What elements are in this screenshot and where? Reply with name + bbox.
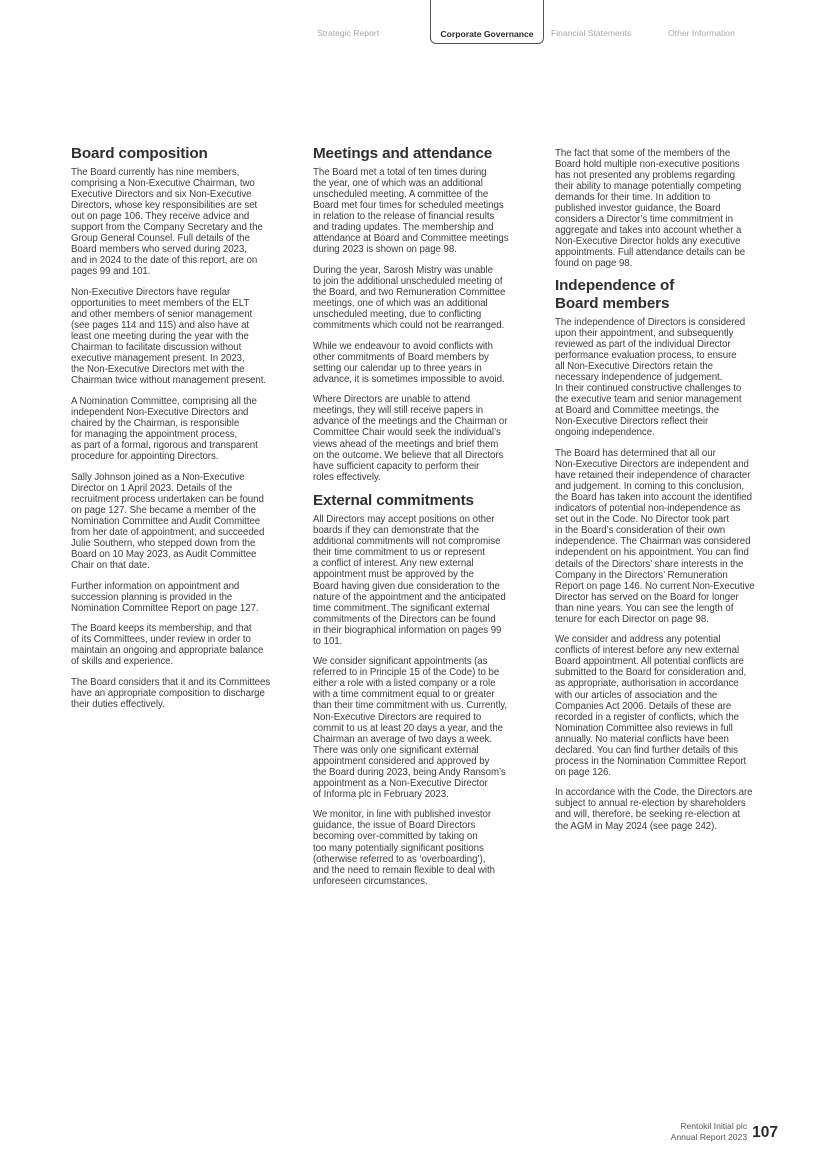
text-line: all Non-Executive Directors retain the <box>555 361 714 373</box>
text-line: time commitment. The significant external <box>313 602 490 614</box>
text-line: succession planning is provided in the <box>71 591 233 603</box>
paragraph <box>71 167 293 277</box>
text-line: performance evaluation process, to ensure <box>555 350 737 362</box>
text-line: submitted to the Board for consideration and, <box>555 667 747 679</box>
text-line: Board hold multiple non-executive positions <box>555 159 740 171</box>
text-line: The independence of Directors is considered <box>555 317 746 329</box>
text-line: There was only one significant external <box>313 744 479 756</box>
paragraph <box>555 787 777 831</box>
text-line: and trading updates. The membership and <box>313 222 494 234</box>
text-line: commitments which could not be rearranged. <box>313 320 505 332</box>
text-line: Directors, whose key responsibilities are set <box>71 200 258 212</box>
text-line: and will, therefore, be seeking re-election at <box>555 809 741 821</box>
text-line: Group General Counsel. Full details of the <box>71 233 250 245</box>
text-line: Chairman an average of two days a week. <box>313 733 492 745</box>
text-line: at Board and Committee meetings, the <box>555 405 720 417</box>
heading-board-composition: Board composition <box>71 145 208 162</box>
tab-corporate-governance[interactable]: Corporate Governance <box>430 0 544 44</box>
text-line: Nomination Committee and Audit Committee <box>71 515 261 527</box>
text-line: recorded in a register of conflicts, which the <box>555 711 740 723</box>
text-line: We consider significant appointments (as <box>313 656 488 668</box>
paragraph <box>71 287 293 386</box>
text-line: aggregate and takes into account whether a <box>555 225 742 237</box>
text-line: Non-Executive Directors are independent and <box>555 459 749 471</box>
text-line: Non-Executive Director holds any executive <box>555 236 741 248</box>
text-line: Board having given due consideration to the <box>313 580 500 592</box>
text-line: In their continued constructive challenges to <box>555 383 742 395</box>
text-line: Non-Executive Directors are required to <box>313 711 482 723</box>
text-line: has not presented any problems regarding <box>555 170 736 182</box>
text-line: Sally Johnson joined as a Non-Executive <box>71 471 245 483</box>
text-line: (otherwise referred to as ‘overboarding’), <box>313 853 486 865</box>
paragraph <box>313 341 535 385</box>
text-line: pages 99 and 101. <box>71 266 151 278</box>
text-line: Julie Southern, who stepped down from the <box>71 537 256 549</box>
text-line: independent Non-Executive Directors and <box>71 406 249 418</box>
text-line: as appropriate, authorisation in accordance <box>555 678 739 690</box>
text-line: procedure for appointing Directors. <box>71 451 219 463</box>
text-line: their duties effectively. <box>71 699 165 711</box>
text-line: The Board considers that it and its Committees <box>71 676 271 688</box>
text-line: Nomination Committee Report on page 127. <box>71 602 259 614</box>
text-line: subject to annual re-election by shareholders <box>555 798 746 810</box>
text-line: All Directors may accept positions on other <box>313 514 495 526</box>
text-line: We consider and address any potential <box>555 634 721 646</box>
paragraph <box>71 472 293 571</box>
report-name: Annual Report 2023 <box>670 1131 748 1142</box>
text-line: appointment considered and approved by <box>313 755 490 767</box>
text-line: The Board has determined that all our <box>555 448 716 460</box>
text-line: out on page 106. They receive advice and <box>71 211 250 223</box>
text-line: the AGM in May 2024 (see page 242). <box>555 820 717 832</box>
paragraph <box>555 148 777 270</box>
text-line: have sufficient capacity to perform their <box>313 460 480 472</box>
text-line: In accordance with the Code, the Directors are <box>555 787 753 799</box>
text-line: to join the additional unscheduled meeting of <box>313 275 503 287</box>
text-line: recruitment process undertaken can be found <box>71 493 264 505</box>
text-line: comprising a Non-Executive Chairman, two <box>71 178 255 190</box>
text-line: demands for their time. In addition to <box>555 192 711 204</box>
text-line: their time commitment to us or represent <box>313 547 485 559</box>
text-line: We monitor, in line with published investor <box>313 809 492 821</box>
text-line: the Board, and two Remuneration Committee <box>313 286 506 298</box>
text-line: in relation to the release of financial results <box>313 211 495 223</box>
text-line: tenure for each Director on page 98. <box>555 613 709 625</box>
text-line: appointment as a Non-Executive Director <box>313 777 488 789</box>
heading-line: Independence of <box>555 277 675 295</box>
text-line: for managing the appointment process, <box>71 429 238 441</box>
text-line: appointment must be approved by the <box>313 569 474 581</box>
text-line: on page 126. <box>555 766 611 778</box>
paragraph <box>313 809 535 886</box>
text-line: unscheduled meeting. A committee of the <box>313 189 489 201</box>
text-line: meetings, they will still receive papers in <box>313 405 484 417</box>
text-line: Board on 10 May 2023, as Audit Committee <box>71 549 257 560</box>
text-line: support from the Company Secretary and the <box>71 222 263 234</box>
text-line: than nine years. You can see the length of <box>555 602 734 614</box>
paragraph <box>313 265 535 331</box>
text-line: commitments of the Directors can be found <box>313 613 496 625</box>
page-footer <box>671 1121 778 1142</box>
text-line: ongoing independence. <box>555 427 655 439</box>
heading-line: Board members <box>555 295 670 313</box>
text-line: additional commitments will not compromise <box>313 536 501 548</box>
text-line: upon their appointment, and subsequently <box>555 328 734 340</box>
text-line: a conflict of interest. Any new external <box>313 558 474 570</box>
text-line: Director has served on the Board for longer <box>555 591 739 603</box>
text-line: advance of the meetings and the Chairman or <box>313 416 508 428</box>
paragraph <box>71 581 293 614</box>
text-line: The Board met a total of ten times during <box>313 167 487 178</box>
text-line: Non-Executive Directors reflect their <box>555 416 709 428</box>
text-line: Where Directors are unable to attend <box>313 394 471 406</box>
text-line: as part of a formal, rigorous and transparent <box>71 440 258 452</box>
text-line: independent on his appointment. You can find <box>555 547 749 559</box>
text-line: unscheduled meeting, due to conflicting <box>313 309 482 321</box>
text-line: considers a Director’s time commitment in <box>555 214 733 226</box>
text-line: Report on page 146. No current Non-Executive <box>555 580 755 592</box>
text-line: than their time commitment with us. Currently, <box>313 700 508 712</box>
text-line: in their biographical information on pages 99 <box>313 624 502 636</box>
tab-other-information[interactable]: Other Information <box>668 28 735 38</box>
text-line: executive management present. In 2023, <box>71 353 245 365</box>
text-line: either a role with a listed company or a role <box>313 678 496 690</box>
text-line: the Board has taken into account the identified <box>555 492 752 504</box>
footer-company <box>671 1121 747 1142</box>
paragraph <box>313 656 535 800</box>
text-line: on the outcome. We believe that all Directors <box>313 449 504 461</box>
text-line: too many potentially significant positions <box>313 842 484 854</box>
text-line: While we endeavour to avoid conflicts with <box>313 340 493 352</box>
text-line: their ability to manage potentially competing <box>555 181 742 193</box>
text-line: roles effectively. <box>313 471 381 483</box>
heading-independence <box>555 277 777 313</box>
text-line: views ahead of the meetings and brief them <box>313 438 499 450</box>
text-line: guidance, the issue of Board Directors <box>313 820 476 832</box>
text-line: other commitments of Board members by <box>313 351 489 363</box>
text-line: A Nomination Committee, comprising all the <box>71 395 257 407</box>
text-line: have an appropriate composition to discharge <box>71 687 265 699</box>
text-line: set out in the Code. No Director took part <box>555 514 729 526</box>
text-line: Committee Chair would seek the individual’s <box>313 427 501 439</box>
text-line: The Board keeps its membership, and that <box>71 623 252 635</box>
text-line: The Board currently has nine members, <box>71 167 240 178</box>
text-line: and judgement. In coming to this conclusion, <box>555 481 744 493</box>
text-line: maintain an ongoing and appropriate balance <box>71 645 264 657</box>
text-line: least one meeting during the year with the <box>71 331 249 343</box>
paragraph <box>71 396 293 462</box>
text-line: Chairman to facilitate discussion without <box>71 342 242 354</box>
text-line: commit to us at least 20 days a year, and the <box>313 722 503 734</box>
heading-meetings-attendance: Meetings and attendance <box>313 145 493 162</box>
company-name: Rentokil Initial plc <box>680 1121 748 1131</box>
text-line: boards if they can demonstrate that the <box>313 525 480 537</box>
text-line: to 101. <box>313 635 343 647</box>
text-line: The fact that some of the members of the <box>555 148 731 159</box>
text-line: independence. The Chairman was considered <box>555 536 751 548</box>
text-line: meetings, one of which was an additional <box>313 298 488 310</box>
text-line: becoming over-committed by taking on <box>313 831 478 843</box>
paragraph <box>71 677 293 710</box>
text-line: Director on 1 April 2023. Details of the <box>71 482 233 494</box>
text-line: have retained their independence of character <box>555 470 751 482</box>
text-line: nature of the appointment and the anticipated <box>313 591 506 603</box>
paragraph <box>71 623 293 667</box>
tab-financial-statements[interactable]: Financial Statements <box>551 28 632 38</box>
text-line: chaired by the Chairman, is responsible <box>71 417 240 429</box>
text-line: and in 2024 to the date of this report, are on <box>71 255 258 267</box>
text-line: indicators of potential non-independence as <box>555 503 741 515</box>
text-line: Chairman twice without management present. <box>71 375 266 387</box>
section-nav <box>0 0 825 46</box>
text-line: advance, it is sometimes impossible to avoid. <box>313 373 505 385</box>
page-number: 107 <box>752 1124 778 1141</box>
text-line: Nomination Committee also reviews in full <box>555 722 733 734</box>
paragraph <box>313 514 535 647</box>
text-line: from her date of appointment, and succeeded <box>71 526 265 538</box>
paragraph <box>555 317 777 439</box>
text-line: the year, one of which was an additional <box>313 178 483 190</box>
text-line: during 2023 is shown on page 98. <box>313 244 457 256</box>
text-line: During the year, Sarosh Mistry was unable <box>313 264 493 276</box>
text-line: referred to in Principle 15 of the Code) to be <box>313 667 500 679</box>
text-line: details of the Directors’ share interests in the <box>555 558 744 570</box>
text-line: in the Board’s consideration of their own <box>555 525 726 537</box>
text-line: attendance at Board and Committee meetings <box>313 233 509 245</box>
text-line: Board members who served during 2023, <box>71 244 247 256</box>
text-line: necessary independence of judgement. <box>555 372 723 384</box>
text-line: Further information on appointment and <box>71 580 240 592</box>
text-line: Company in the Directors’ Remuneration <box>555 569 728 581</box>
paragraph <box>313 394 535 482</box>
text-line: annually. No material conflicts have been <box>555 733 729 745</box>
text-line: unforeseen circumstances. <box>313 875 428 887</box>
text-line: and other members of senior management <box>71 309 253 321</box>
text-line: Chair on that date. <box>71 560 150 572</box>
text-line: conflicts of interest before any new external <box>555 645 740 657</box>
text-line: process in the Nomination Committee Report <box>555 755 747 767</box>
text-line: Board met four times for scheduled meetings <box>313 200 504 212</box>
text-line: the Board during 2023, being Andy Ransom’s <box>313 766 506 778</box>
column-middle <box>313 145 535 896</box>
text-line: the executive team and senior management <box>555 394 742 406</box>
heading-external-commitments: External commitments <box>313 492 474 510</box>
text-line: and the need to remain flexible to deal with <box>313 864 495 876</box>
text-line: Non-Executive Directors have regular <box>71 286 231 298</box>
text-line: appointments. Full attendance details can be <box>555 247 746 259</box>
text-line: Board appointment. All potential conflicts are <box>555 656 744 668</box>
paragraph <box>555 448 777 625</box>
text-line: the Non-Executive Directors met with the <box>71 364 245 376</box>
text-line: of its Committees, under review in order to <box>71 634 251 646</box>
text-line: of skills and experience. <box>71 656 174 668</box>
text-line: of Informa plc in February 2023. <box>313 788 449 800</box>
paragraph <box>555 634 777 778</box>
text-line: (see pages 114 and 115) and also have at <box>71 320 250 332</box>
text-line: published investor guidance, the Board <box>555 203 721 215</box>
column-left <box>71 145 293 720</box>
text-line: declared. You can find further details of this <box>555 744 738 756</box>
paragraph <box>313 167 535 255</box>
text-line: found on page 98. <box>555 258 633 270</box>
text-line: with a time commitment equal to or greater <box>313 689 495 701</box>
text-line: with our articles of association and the <box>555 689 718 701</box>
text-line: setting our calendar up to three years in <box>313 362 482 374</box>
text-line: Executive Directors and six Non-Executive <box>71 189 252 201</box>
text-line: on page 127. She became a member of the <box>71 504 256 516</box>
text-line: Companies Act 2006. Details of these are <box>555 700 732 712</box>
column-right <box>555 148 777 841</box>
text-line: reviewed as part of the individual Director <box>555 339 731 351</box>
text-line: opportunities to meet members of the ELT <box>71 298 250 310</box>
tab-strategic-report[interactable]: Strategic Report <box>317 28 380 38</box>
